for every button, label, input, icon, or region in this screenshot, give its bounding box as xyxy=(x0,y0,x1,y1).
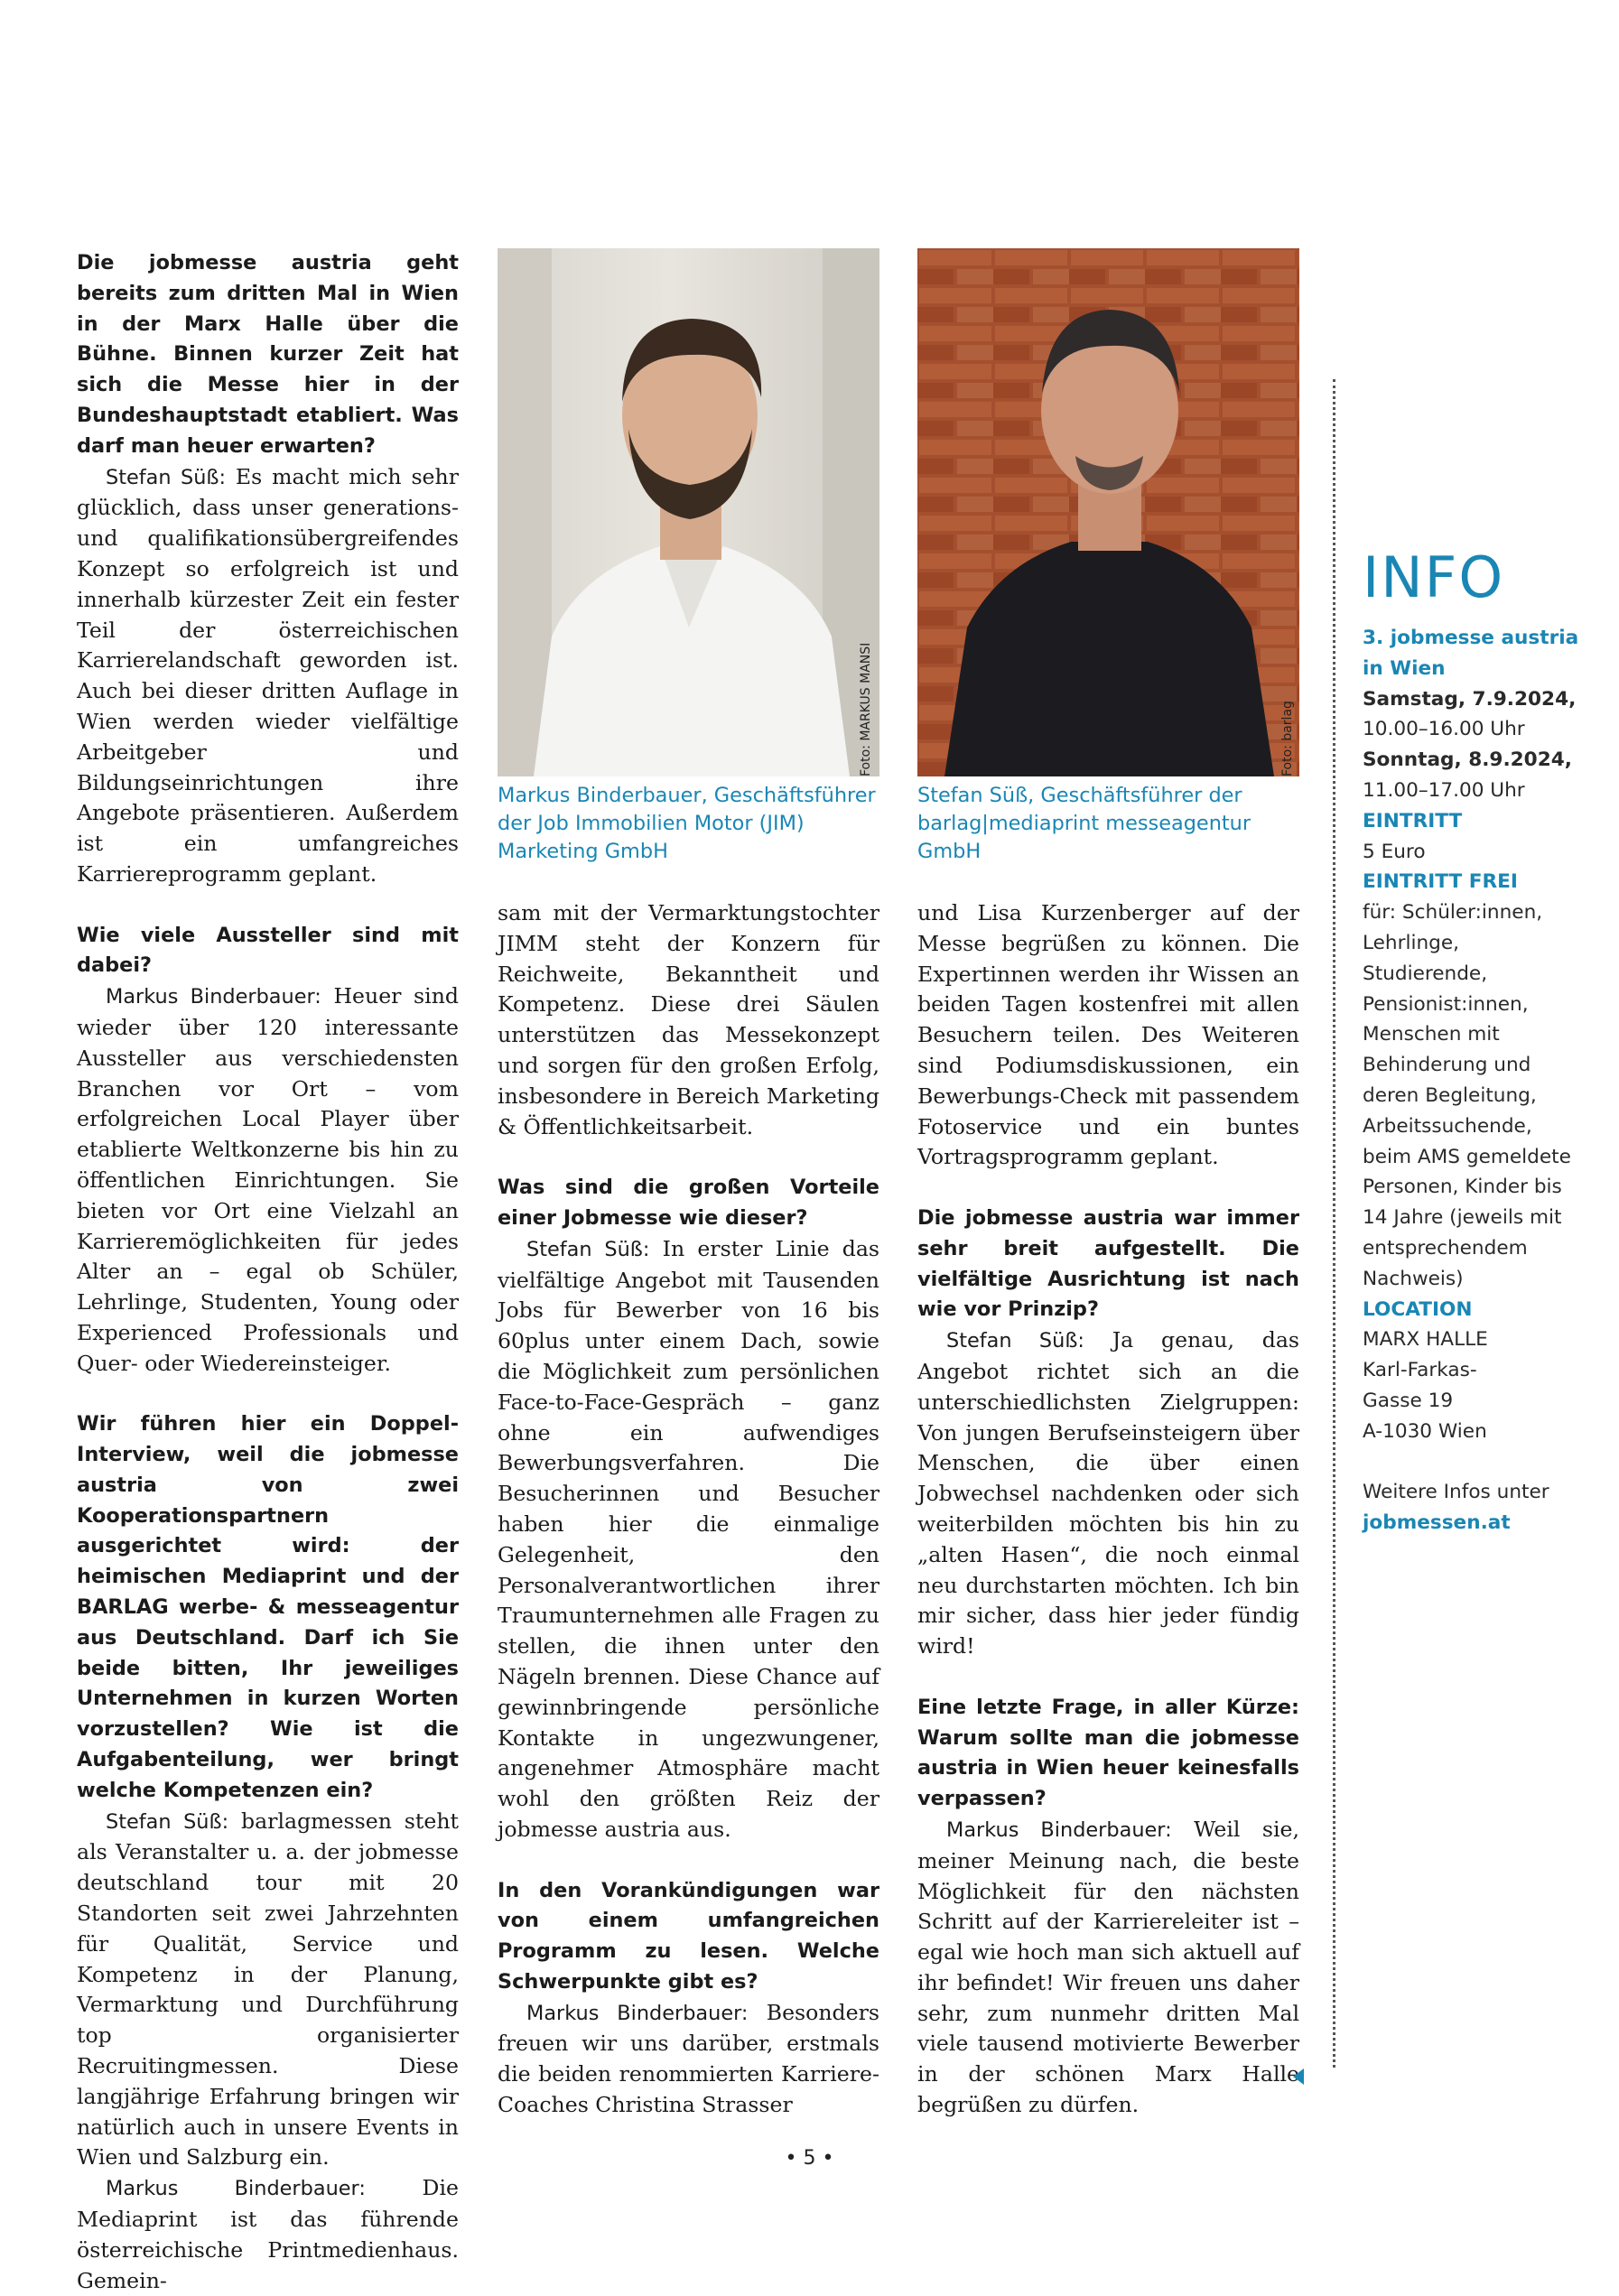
speaker-name: Stefan Süß: xyxy=(526,1237,650,1261)
photo-credit: Foto: barlag xyxy=(1280,701,1295,776)
portrait-illustration xyxy=(917,248,1299,776)
answer-text: Ja genau, das Angebot richtet sich an die unterschiedlichsten Zielgruppen: Von jungen Berufseinsteigern über Menschen, die über einen Jobwechsel nachdenken oder sich weiterbilden möchten bis hin zu „alten Hasen“, die noch einmal neu durchstarten möchten. Ich bin mir sicher, dass hier jeder fündig wird! xyxy=(917,1327,1299,1659)
article-column-1 xyxy=(77,248,459,2296)
info-time2: 11.00–17.00 Uhr xyxy=(1363,778,1525,802)
info-link[interactable]: jobmessen.at xyxy=(1363,1511,1511,1535)
info-entry-value: 5 Euro xyxy=(1363,840,1426,863)
answer-paragraph xyxy=(77,981,459,1379)
question-heading: Wie viele Aussteller sind mit dabei? xyxy=(77,923,459,978)
answer-paragraph xyxy=(77,2173,459,2296)
end-marker-icon xyxy=(1293,2068,1304,2085)
speaker-name: Stefan Süß: xyxy=(106,1809,229,1834)
answer-text: Die Mediaprint ist das führende österreichische Printmedienhaus. Gemein- xyxy=(77,2175,459,2293)
info-location-line: Karl-Farkas- xyxy=(1363,1359,1477,1382)
info-location-line: A-1030 Wien xyxy=(1363,1419,1487,1443)
question-heading: Eine letzte Frage, in aller Kürze: Warum sollte man die jobmesse austria in Wien heuer keinesfalls verpassen? xyxy=(917,1695,1299,1811)
answer-paragraph xyxy=(917,1815,1299,2121)
info-free-label: EINTRITT FREI xyxy=(1363,870,1518,894)
info-box xyxy=(1363,542,1579,1538)
answer-text: Es macht mich sehr glücklich, dass unser generations- und qualifikationsübergreifendes Konzept so erfolgreich ist und innerhalb kürzester Zeit ein fester Teil der österreichischen Karrierelandschaft geworden ist. Auch bei dieser dritten Auflage in Wien werden wieder vielfältige Arbeitgeber und Bildungseinrichtungen ihre Angebote präsentieren. Außerdem ist ein umfangreiches Karriereprogramm geplant. xyxy=(77,463,459,887)
photo-stefan-suess xyxy=(917,248,1299,776)
info-day2: Sonntag, 8.9.2024, xyxy=(1363,748,1572,772)
page-number: • 5 • xyxy=(785,2147,834,2170)
info-location-line: MARX HALLE xyxy=(1363,1328,1488,1352)
article-column-2 xyxy=(498,898,879,2121)
photo-markus-binderbauer xyxy=(498,248,879,776)
answer-text: Besonders freuen wir uns darüber, erstmals die beiden renommierten Karriere-Coaches Christina Strasser xyxy=(498,1999,880,2118)
speaker-name: Stefan Süß: xyxy=(946,1329,1084,1353)
answer-paragraph xyxy=(77,462,459,890)
question-heading: Die jobmesse austria geht bereits zum dritten Mal in Wien in der Marx Halle über die Bühne. Binnen kurzer Zeit hat sich die Messe hier in der Bundeshauptstadt etabliert. Was darf man heuer erwarten? xyxy=(77,251,459,458)
answer-paragraph xyxy=(498,1234,879,1845)
question-heading: Wir führen hier ein Doppel-Interview, weil die jobmesse austria von zwei Kooperationspartnern ausgerichtet wird: der heimischen Mediaprint und der BARLAG werbe- & messeagentur aus Deutschland. Darf ich Sie beide bitten, Ihr jeweiliges Unternehmen in kurzen Worten vorzustellen? Wie ist die Aufgabenteilung, wer bringt welche Kompetenzen ein? xyxy=(77,1412,459,1802)
answer-paragraph: sam mit der Vermarktungstochter JIMM steht der Konzern für Reichweite, Bekanntheit und Kompetenz. Diese drei Säulen unterstützen das Messekonzept und sorgen für den großen Erfolg, insbesondere in Bereich Marketing & Öffentlichkeitsarbeit. xyxy=(498,900,879,1139)
portrait-illustration xyxy=(498,248,879,776)
answer-paragraph xyxy=(917,1325,1299,1662)
answer-text: barlagmessen steht als Veranstalter u. a. der jobmesse deutschland tour mit 20 Standorten seit zwei Jahrzehnten für Qualität, Service und Kompetenz in der Planung, Vermarktung und Durchführung top organisierter Recruitingmessen. Diese langjährige Erfahrung bringen wir natürlich auch in unsere Events in Wien und Salzburg ein. xyxy=(77,1808,459,2171)
answer-paragraph xyxy=(498,1998,879,2121)
info-event: 3. jobmesse austria in Wien xyxy=(1363,627,1579,680)
answer-paragraph xyxy=(77,1807,459,2174)
speaker-name: Markus Binderbauer: xyxy=(106,985,321,1009)
info-day1: Samstag, 7.9.2024, xyxy=(1363,687,1577,711)
info-location-line: Gasse 19 xyxy=(1363,1389,1454,1412)
info-more: Weitere Infos unter xyxy=(1363,1481,1549,1504)
info-time1: 10.00–16.00 Uhr xyxy=(1363,718,1525,741)
photo-caption: Stefan Süß, Geschäftsführer der barlag|mediaprint messeagentur GmbH xyxy=(917,784,1251,863)
speaker-name: Stefan Süß: xyxy=(106,465,227,489)
answer-paragraph: und Lisa Kurzenberger auf der Messe begrüßen zu können. Die Expertinnen werden ihr Wissen an beiden Tagen kostenfrei mit allen Besuchern teilen. Des Weiteren sind Podiumsdiskussionen, ein Bewerbungs-Check mit passendem Fotoservice und ein buntes Vortragsprogramm geplant. xyxy=(917,900,1299,1170)
info-title: INFO xyxy=(1363,544,1505,610)
question-heading: In den Vorankündigungen war von einem umfangreichen Programm zu lesen. Welche Schwerpunkte gibt es? xyxy=(498,1878,879,1994)
info-location-label: LOCATION xyxy=(1363,1297,1473,1321)
info-free-text: für: Schüler:innen, Lehrlinge, Studierende, Pensionist:innen, Menschen mit Behinderung und deren Begleitung, Arbeitssuchende, beim AMS gemeldete Personen, Kinder bis 14 Jahre (jeweils mit entsprechendem Nachweis) xyxy=(1363,901,1571,1290)
photo-caption: Markus Binderbauer, Geschäftsführer der Job Immobilien Motor (JIM) Marketing GmbH xyxy=(498,784,876,863)
question-heading: Die jobmesse austria war immer sehr breit aufgestellt. Die vielfältige Ausrichtung ist nach wie vor Prinzip? xyxy=(917,1205,1299,1322)
article-column-3 xyxy=(917,898,1299,2121)
photo-credit: Foto: MARKUS MANSI xyxy=(859,642,873,776)
question-heading: Was sind die großen Vorteile einer Jobmesse wie dieser? xyxy=(498,1176,879,1230)
info-entry-label: EINTRITT xyxy=(1363,809,1463,832)
speaker-name: Markus Binderbauer: xyxy=(526,2001,749,2025)
answer-text: Heuer sind wieder über 120 interessante Aussteller aus verschiedensten Branchen vor Ort – vom erfolgreichen Local Player über etablierte Weltkonzerne bis hin zu öffentlichen Einrichtungen. Sie bieten vor Ort eine Vielzahl an Karrieremöglichkeiten für jedes Alter an – egal ob Schüler, Lehrlinge, Studenten, Young oder Experienced Professionals und Quer- oder Wiedereinsteiger. xyxy=(77,983,459,1376)
info-divider xyxy=(1333,379,1335,2068)
answer-text: Weil sie, meiner Meinung nach, die beste Möglichkeit für den nächsten Schritt auf der Karriereleiter ist – egal wie hoch man sich aktuell auf ihr befindet! Wir freuen uns daher sehr, zum nunmehr dritten Mal viele tausend motivierte Bewerber in der schönen Marx Halle begrüßen zu dürfen. xyxy=(917,1816,1300,2118)
answer-text: In erster Linie das vielfältige Angebot mit Tausenden Jobs für Bewerber von 16 bis 60plus unter einem Dach, sowie die Möglichkeit zum persönlichen Face-to-Face-Gespräch – ganz ohne ein aufwendiges Bewerbungsverfahren. Die Besucherinnen und Besucher haben hier die einmalige Gelegenheit, den Personalverantwortlichen ihrer Traumunternehmen alle Fragen zu stellen, die ihnen unter den Nägeln brennen. Diese Chance auf gewinnbringende persönliche Kontakte in ungezwungener, angenehmer Atmosphäre macht wohl den größten Reiz der jobmesse austria aus. xyxy=(498,1235,880,1842)
speaker-name: Markus Binderbauer: xyxy=(106,2177,366,2201)
speaker-name: Markus Binderbauer: xyxy=(946,1817,1172,1842)
